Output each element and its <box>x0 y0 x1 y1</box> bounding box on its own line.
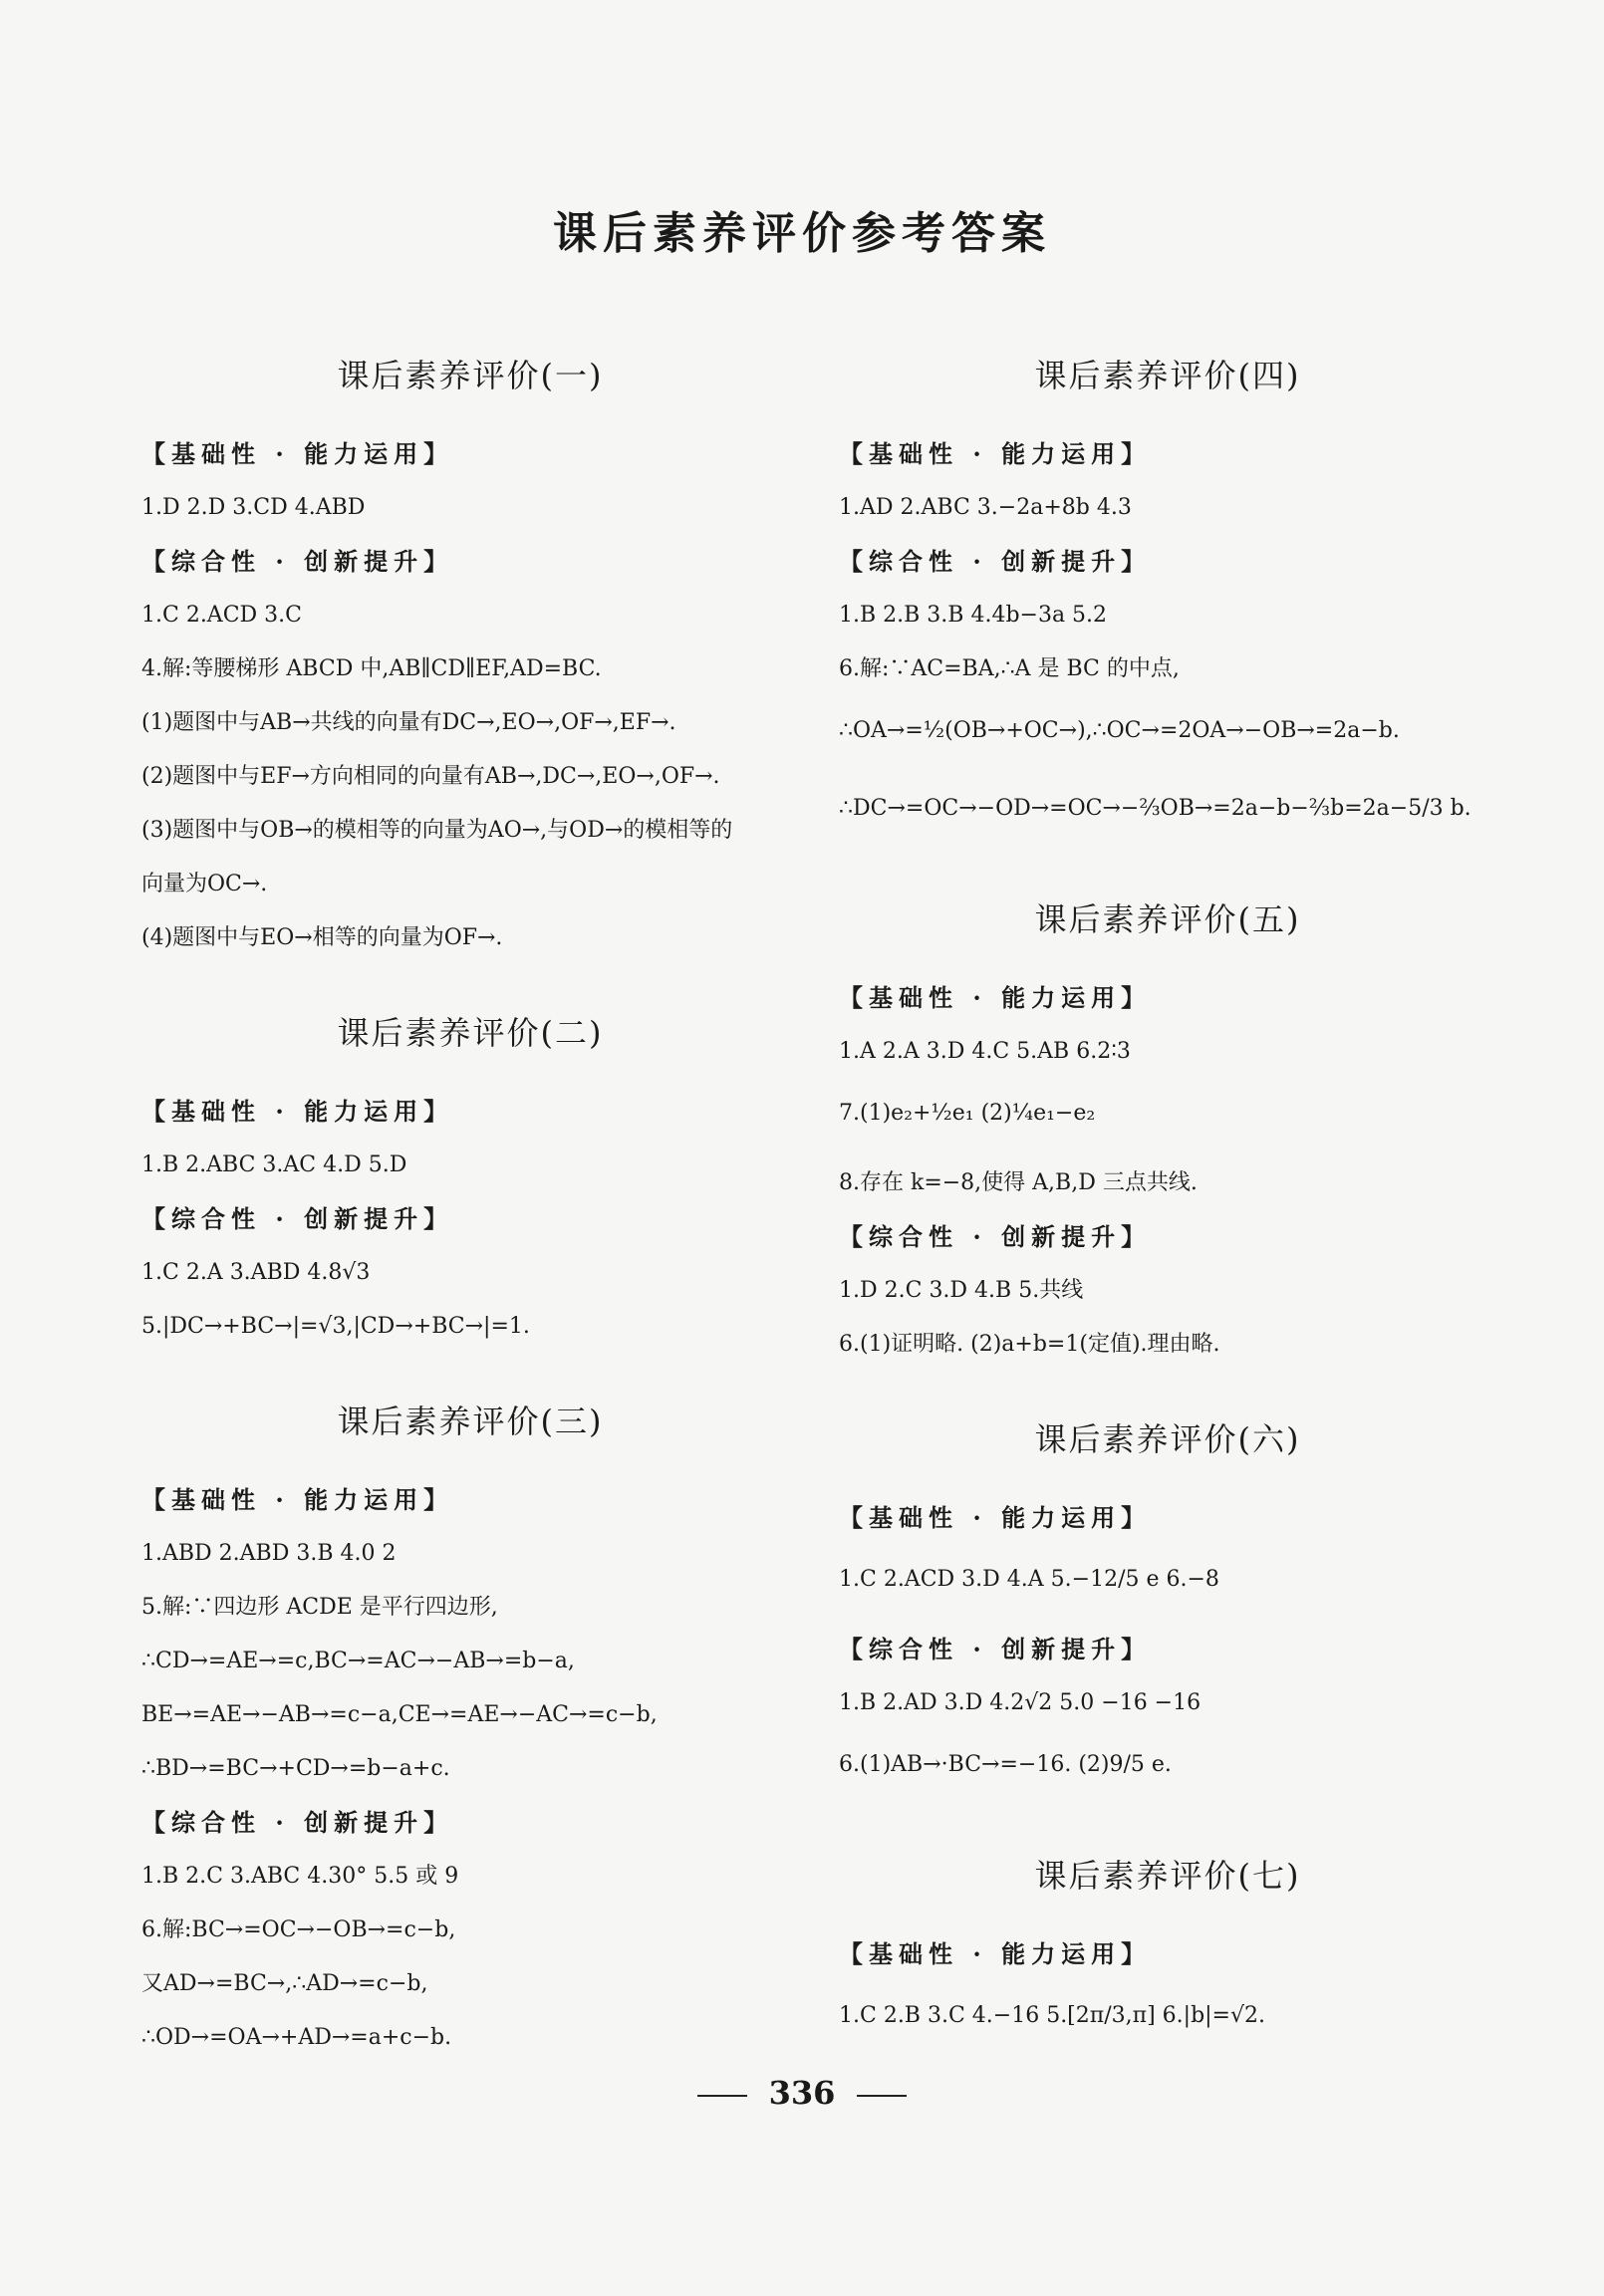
answer-line: (2)题图中与EF→方向相同的向量有AB→,DC→,EO→,OF→. <box>141 764 720 789</box>
answer-line: (1)题图中与AB→共线的向量有DC→,EO→,OF→,EF→. <box>141 710 676 735</box>
page-number-dash <box>857 2095 907 2097</box>
answer-line: 1.C 2.ACD 3.C <box>141 603 302 628</box>
section-title: 课后素养评价(二) <box>337 1014 604 1052</box>
page-number-dash <box>697 2095 747 2097</box>
answer-line: BE→=AE→−AB→=c−a,CE→=AE→−AC→=c−b, <box>141 1702 658 1727</box>
page-number <box>0 2074 1604 2112</box>
answer-line: 1.ABD 2.ABD 3.B 4.0 2 <box>141 1541 397 1566</box>
answer-line: 1.B 2.B 3.B 4.4b−3a 5.2 <box>839 603 1108 628</box>
subsection-heading: 【综合性 · 创新提升】 <box>839 1635 1152 1663</box>
subsection-heading: 【综合性 · 创新提升】 <box>141 1808 454 1837</box>
section-title: 课后素养评价(六) <box>1034 1420 1301 1458</box>
answer-line: 1.C 2.ACD 3.D 4.A 5.−12/5 e 6.−8 <box>839 1567 1219 1592</box>
answer-line: 4.解:等腰梯形 ABCD 中,AB∥CD∥EF,AD=BC. <box>141 656 602 681</box>
subsection-heading: 【基础性 · 能力运用】 <box>141 1097 454 1126</box>
section-title: 课后素养评价(一) <box>337 357 604 394</box>
answer-line: 5.|DC→+BC→|=√3,|CD→+BC→|=1. <box>141 1314 530 1339</box>
subsection-heading: 【基础性 · 能力运用】 <box>839 1503 1152 1532</box>
page-title: 课后素养评价参考答案 <box>553 208 1051 259</box>
subsection-heading: 【基础性 · 能力运用】 <box>141 439 454 468</box>
section-title: 课后素养评价(三) <box>337 1403 604 1440</box>
answer-line: ∴OD→=OA→+AD→=a+c−b. <box>141 2025 452 2050</box>
answer-line: 8.存在 k=−8,使得 A,B,D 三点共线. <box>839 1170 1198 1195</box>
subsection-heading: 【综合性 · 创新提升】 <box>839 547 1152 576</box>
section-title: 课后素养评价(四) <box>1034 357 1301 394</box>
answer-line: 向量为OC→. <box>141 872 268 896</box>
right-column <box>839 354 1496 2069</box>
answer-line: 1.B 2.ABC 3.AC 4.D 5.D <box>141 1152 407 1177</box>
subsection-heading: 【综合性 · 创新提升】 <box>141 547 454 576</box>
answer-line: 1.C 2.B 3.C 4.−16 5.[2π/3,π] 6.|b|=√2. <box>839 2003 1266 2028</box>
answer-line: 5.解:∵四边形 ACDE 是平行四边形, <box>141 1595 498 1620</box>
page-number-value: 336 <box>768 2074 836 2112</box>
subsection-heading: 【基础性 · 能力运用】 <box>141 1485 454 1514</box>
subsection-heading: 【基础性 · 能力运用】 <box>839 439 1152 468</box>
section-title: 课后素养评价(七) <box>1034 1857 1301 1895</box>
answer-line: 1.B 2.C 3.ABC 4.30° 5.5 或 9 <box>141 1864 459 1889</box>
section-title: 课后素养评价(五) <box>1034 900 1301 938</box>
answer-line: ∴CD→=AE→=c,BC→=AC→−AB→=b−a, <box>141 1649 575 1673</box>
answer-line: 6.(1)证明略. (2)a+b=1(定值).理由略. <box>839 1332 1220 1357</box>
answer-line: 1.D 2.D 3.CD 4.ABD <box>141 495 366 520</box>
answer-line: 6.解:∵AC=BA,∴A 是 BC 的中点, <box>839 656 1180 681</box>
subsection-heading: 【基础性 · 能力运用】 <box>839 1939 1152 1968</box>
left-column <box>141 354 799 2075</box>
answer-line: 1.C 2.A 3.ABD 4.8√3 <box>141 1260 371 1285</box>
subsection-heading: 【综合性 · 创新提升】 <box>141 1204 454 1233</box>
subsection-heading: 【基础性 · 能力运用】 <box>839 983 1152 1012</box>
answer-line: (3)题图中与OB→的模相等的向量为AO→,与OD→的模相等的 <box>141 818 733 843</box>
answer-line: 1.B 2.AD 3.D 4.2√2 5.0 −16 −16 <box>839 1690 1202 1715</box>
answer-line: 6.解:BC→=OC→−OB→=c−b, <box>141 1917 456 1942</box>
answer-line: 1.AD 2.ABC 3.−2a+8b 4.3 <box>839 495 1132 520</box>
subsection-heading: 【综合性 · 创新提升】 <box>839 1222 1152 1251</box>
answer-line: ∴OA→=½(OB→+OC→),∴OC→=2OA→−OB→=2a−b. <box>839 718 1400 743</box>
answer-line: 1.A 2.A 3.D 4.C 5.AB 6.2∶3 <box>839 1039 1131 1064</box>
answer-line: ∴BD→=BC→+CD→=b−a+c. <box>141 1756 450 1781</box>
answer-line: ∴DC→=OC→−OD→=OC→−⅔OB→=2a−b−⅔b=2a−5/3 b. <box>839 796 1471 821</box>
answer-line: (4)题图中与EO→相等的向量为OF→. <box>141 925 503 950</box>
answer-line: 7.(1)e₂+½e₁ (2)¼e₁−e₂ <box>839 1101 1096 1126</box>
answer-line: 又AD→=BC→,∴AD→=c−b, <box>141 1971 428 1996</box>
answer-line: 1.D 2.C 3.D 4.B 5.共线 <box>839 1278 1084 1303</box>
answer-line: 6.(1)AB→·BC→=−16. (2)9/5 e. <box>839 1752 1172 1777</box>
